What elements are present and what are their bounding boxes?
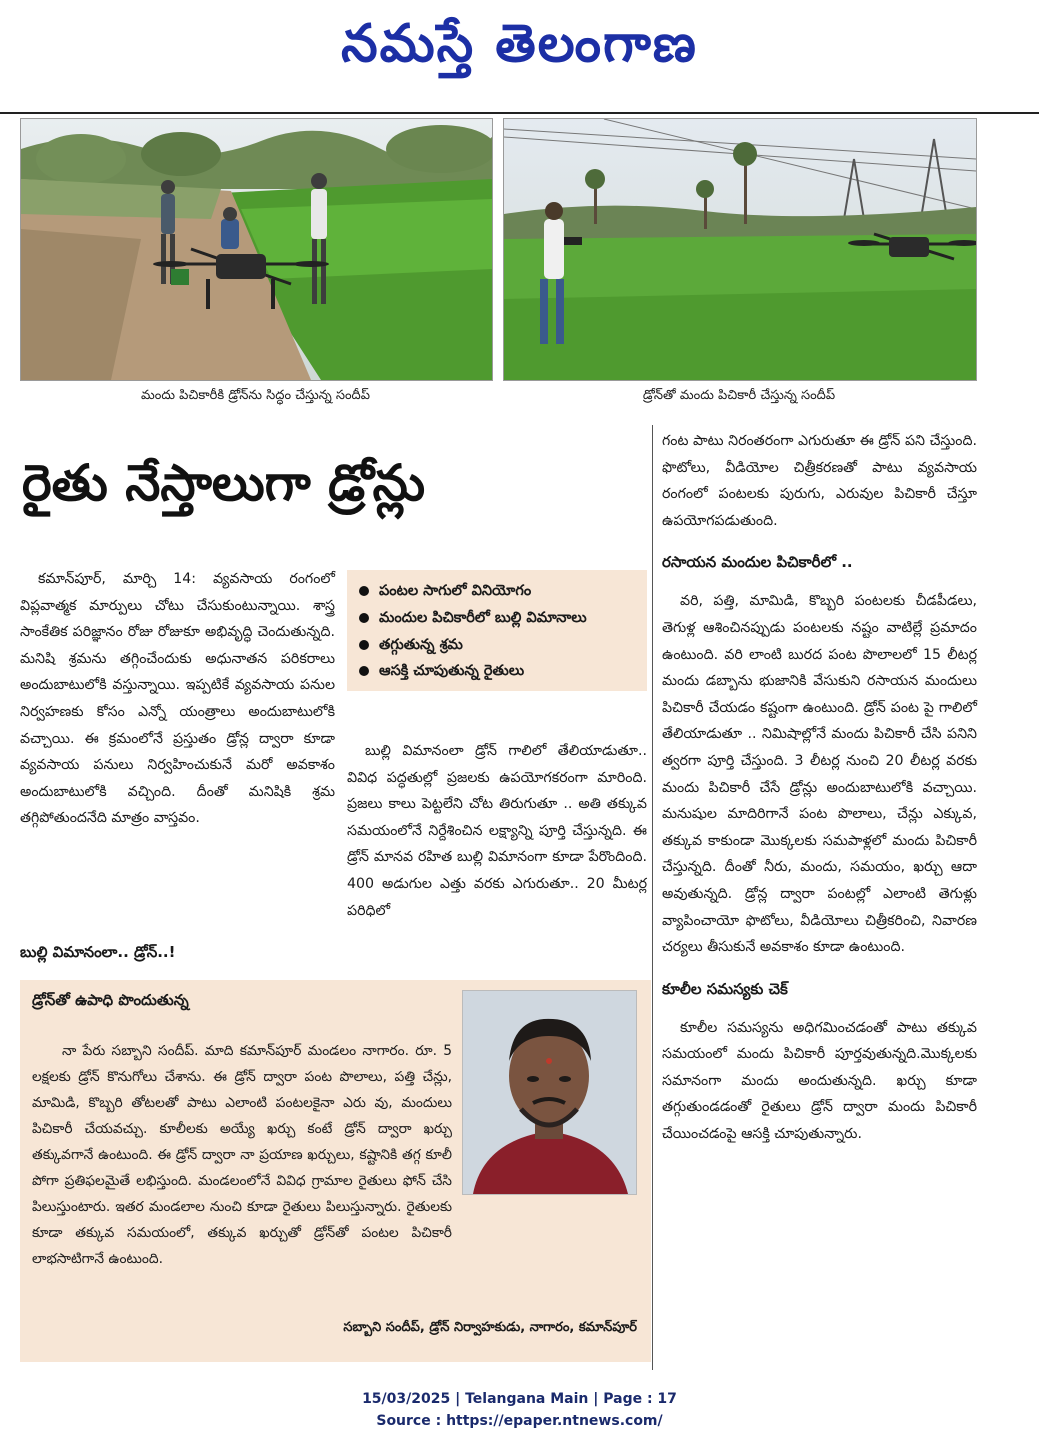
portrait-photo [462,990,637,1195]
photo-caption-right: డ్రోన్‌తో మందు పిచికారీ చేస్తున్న సందీప్‌ [642,388,836,403]
article-lead-paragraph: కమాన్‌పూర్‌, మార్చి 14: వ్యవసాయ రంగంలో విప్లవాత్మక మార్పులు చోటు చేసుకుంటున్నాయి. శాస్త్ర సాంకేతిక పరిజ్ఞానం రోజు రోజుకూ అభివృద్ధి చెందుతున్నది. మనిషి శ్రమను తగ్గించేందుకు అధునాతన పరికరాలు అందుబాటులోకి వస్తున్నాయి. ఇప్పటికే వ్యవసాయ పనుల నిర్వహణకు కోసం ఎన్నో యంత్రాలు అందుబాటులోకి వచ్చాయి. ఈ క్రమంలోనే ప్రస్తుతం డ్రోన్ల ద్వారా కూడా వ్యవసాయ పనులు నిర్వహించుకునే మరో అవకాశం అందుబాటులోకి వచ్చింది. దీంతో మనిషికి శ్రమ తగ్గిపోతుందనేది మాత్రం వాస్తవం. [20,571,335,827]
article-right-column [662,428,977,1148]
photo-drone-spraying [503,118,977,381]
footer-source: Source : https://epaper.ntnews.com/ [376,1413,663,1429]
masthead-logo: నమస్తే తెలంగాణ [341,13,698,74]
article-right-paragraph-2: వరి, పత్తి, మామిడి, కొబ్బరి పంటలకు చీడపీడలు, తెగుళ్ల ఆశించినప్పుడు పంటలకు నష్టం వాటిల్లే ప్రమాదం ఉంటుంది. వరి లాంటి బురద పంట పొలాలలో 15 లీటర్ల మందు డబ్బాను భుజానికి వేసుకుని రసాయన మందులు పిచికారీ చేయడం కష్టంగా ఉంటుంది. డ్రోన్‌ పంట పై గాలిలో తేలియాడుతూ .. నిమిషాల్లోనే మందు పిచికారీ చేసి పనిని త్వరగా పూర్తి చేస్తుంది. 3 లీటర్ల నుంచి 20 లీటర్ల వరకు మందు పిచికారీ చేసే డ్రోన్లు అందుబాటులోకి వచ్చాయి. మనుషుల మాదిరిగానే పంట పొలాలు, చేన్లు ఎక్కువ, తక్కువ కాకుండా మొక్కలకు సమపాళ్లలో మందు పిచికారీ చేస్తున్నది. దీంతో నీరు, మందు, సమయం, ఖర్చు ఆదా అవుతున్నది. డ్రోన్ల ద్వారా పంటల్లో ఎలాంటి తెగుళ్లు వ్యాపించాయో ఫొటోలు, వీడియోలు చిత్రీకరించి, నివారణ చర్యలు తీసుకునే అవకాశం కూడా ఉంటుంది. [662,593,977,956]
highlight-text: పంటల సాగులో వినియోగం [379,583,532,599]
highlight-item [357,605,637,632]
highlight-item [357,658,637,685]
article-right-paragraph-1: గంట పాటు నిరంతరంగా ఎగురుతూ ఈ డ్రోన్‌ పని చేస్తుంది. ఫొటోలు, వీడియోల చిత్రీకరణతో పాటు వ్యవసాయ రంగంలో పంటలకు పురుగు, ఎరువుల పిచికారీ చేస్తూ ఉపయోగపడుతుంది. [662,433,977,529]
interview-byline: సబ్బాని సందీప్‌, డ్రోన్‌ నిర్వాహకుడు, నాగారం, కమాన్‌పూర్‌ [343,1320,637,1335]
bullet-icon [359,666,369,676]
bullet-icon [359,613,369,623]
subhead-labour-problem: కూలీల సమస్యకు చెక్‌ [662,979,788,998]
column-separator [652,425,653,1370]
photo-drone-preparation [20,118,493,381]
bullet-icon [359,640,369,650]
article-lead-column [20,566,335,832]
article-middle-column [347,738,647,924]
interview-box [20,980,651,1362]
masthead-rule [0,112,1039,114]
article-right-paragraph-3: కూలీల సమస్యను అధిగమించడంతో పాటు తక్కువ సమయంలో మందు పిచికారీ పూర్తవుతున్నది.మొక్కలకు సమానంగా మందు అందుతున్నది. ఖర్చు కూడా తగ్గుతుండడంతో రైతులు డ్రోన్‌ ద్వారా మందు పిచికారీ చేయించడంపై ఆసక్తి చూపుతున్నారు. [662,1019,977,1143]
bullet-icon [359,586,369,596]
highlight-item [357,578,637,605]
headline: రైతు నేస్తాలుగా డ్రోన్లు [22,453,426,512]
highlights-box [347,570,647,691]
interview-box-text-wrap [32,1038,452,1272]
photo-caption-left: మందు పిచికారీకి డ్రోన్‌ను సిద్ధం చేస్తున్న సందీప్‌ [141,388,370,403]
highlight-text: ఆసక్తి చూపుతున్న రైతులు [379,663,525,680]
subhead-drone-like-plane: బుల్లి విమానంలా.. డ్రోన్‌..! [20,943,176,961]
highlight-text: మందుల పిచికారీలో బుల్లి విమానాలు [379,609,587,626]
footer-date-edition: 15/03/2025 | Telangana Main | Page : 17 [362,1391,677,1407]
interview-box-title: డ్రోన్‌తో ఉపాధి పొందుతున్న [32,991,189,1009]
highlight-text: తగ్గుతున్న శ్రమ [379,636,463,653]
article-middle-paragraph: బుల్లి విమానంలా డ్రోన్‌ గాలిలో తేలియాడుతూ.. వివిధ పద్ధతుల్లో ప్రజలకు ఉపయోగకరంగా మారింది. ప్రజలు కాలు పెట్టలేని చోట తిరుగుతూ .. అతి తక్కువ సమయంలోనే నిర్దేశించిన లక్ష్యాన్ని పూర్తి చేస్తున్నది. ఈ డ్రోన్‌ మానవ రహిత బుల్లి విమానంగా కూడా పేరొందింది. 400 అడుగుల ఎత్తు వరకు ఎగురుతూ.. 20 మీటర్ల పరిధిలో [347,743,647,919]
highlight-item [357,632,637,659]
subhead-chemical-spraying: రసాయన మందుల పిచికారీలో .. [662,553,853,572]
interview-box-text: నా పేరు సబ్బాని సందీప్‌. మాది కమాన్‌పూర్‌ మండలం నాగారం. రూ. 5 లక్షలకు డ్రోన్‌ కొనుగోలు చేశాను. ఈ డ్రోన్‌ ద్వారా పంట పొలాలు, పత్తి చేన్లు, మామిడి, కొబ్బరి తోటలతో పాటు ఎలాంటి పంటలకైనా ఎరు వు, మందులు పిచికారీ చేయవచ్చు. కూలీలకు అయ్యే ఖర్చు కంటే డ్రోన్‌ ద్వారా ఖర్చు తక్కువగానే ఉంటుంది. ఈ డ్రోన్‌ ద్వారా నా ప్రయాణ ఖర్చులు, కష్టానికి తగ్గ కూలీ పోగా ప్రతిఫలమైతే లభిస్తుంది. మండలంలోనే వివిధ గ్రామాల రైతులు ఫోన్‌ చేసి పిలుస్తుంటారు. ఇతర మండలాల నుంచి కూడా రైతులు పిలుస్తున్నారు. రైతులకు కూడా తక్కువ సమయంలో, తక్కువ ఖర్చుతో డ్రోన్‌తో పంటల పిచికారీ లాభసాటిగానే ఉంటుంది. [32,1043,452,1267]
